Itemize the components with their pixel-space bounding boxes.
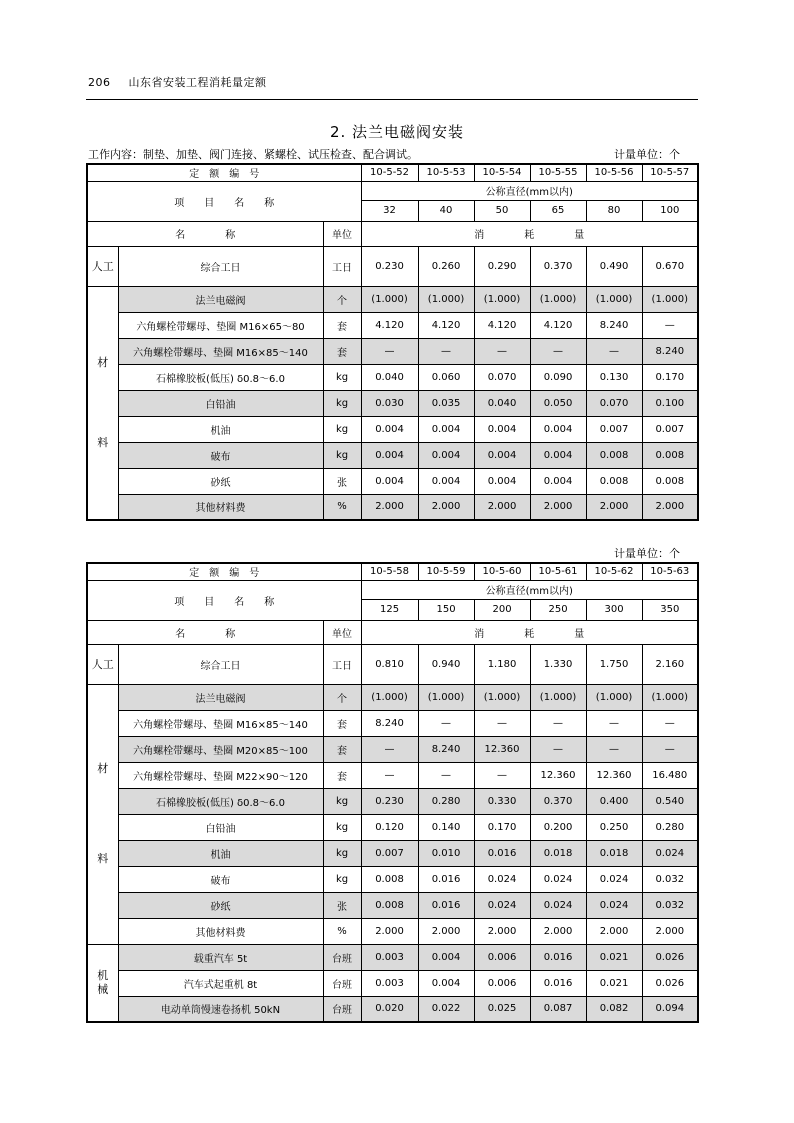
value-cell: 2.160 [642, 644, 698, 684]
name-header: 名 称 [87, 221, 323, 246]
item-name: 六角螺栓带螺母、垫圈 M20×85～100 [118, 736, 323, 762]
machine-row [87, 996, 698, 1022]
value-cell: (1.000) [642, 286, 698, 312]
value-cell: 0.018 [530, 840, 586, 866]
column-header-row [87, 620, 698, 644]
nominal-diameter-label: 公称直径(mm以内) [361, 580, 698, 599]
nominal-diameter-row [87, 580, 698, 599]
value-cell: 0.024 [530, 892, 586, 918]
value-cell: — [642, 312, 698, 338]
quota-table-1 [86, 163, 699, 521]
value-cell: 0.070 [474, 364, 530, 390]
size-cell: 100 [642, 200, 698, 221]
value-cell: (1.000) [361, 286, 418, 312]
size-cell: 65 [530, 200, 586, 221]
item-unit: 台班 [323, 944, 361, 970]
value-cell: 0.120 [361, 814, 418, 840]
item-unit: 台班 [323, 996, 361, 1022]
item-name: 汽车式起重机 8t [118, 970, 323, 996]
value-cell: — [586, 736, 642, 762]
item-unit: 套 [323, 736, 361, 762]
value-cell: 0.016 [418, 866, 474, 892]
labor-row [87, 644, 698, 684]
material-group-label: 材 料 [87, 286, 118, 520]
code-cell: 10-5-63 [642, 563, 698, 580]
value-cell: 0.004 [418, 970, 474, 996]
header-rule [86, 99, 698, 100]
value-cell: 0.016 [418, 892, 474, 918]
item-unit: 个 [323, 286, 361, 312]
page-number: 206 [88, 76, 111, 89]
item-name: 砂纸 [118, 468, 323, 494]
value-cell: 0.008 [586, 442, 642, 468]
value-cell: 0.004 [418, 442, 474, 468]
value-cell: 0.004 [530, 468, 586, 494]
value-cell: — [530, 338, 586, 364]
machine-row [87, 944, 698, 970]
value-cell: 0.007 [361, 840, 418, 866]
material-row [87, 840, 698, 866]
code-cell: 10-5-56 [586, 164, 642, 181]
value-cell: — [418, 338, 474, 364]
value-cell: 8.240 [642, 338, 698, 364]
item-name: 其他材料费 [118, 494, 323, 520]
value-cell: 2.000 [474, 494, 530, 520]
value-cell: 0.016 [530, 970, 586, 996]
value-cell: 0.490 [586, 246, 642, 286]
labor-group-label: 人工 [87, 644, 118, 684]
material-row [87, 364, 698, 390]
value-cell: 0.004 [361, 416, 418, 442]
item-unit: kg [323, 364, 361, 390]
quota-table-2 [86, 562, 699, 1023]
value-cell: — [586, 338, 642, 364]
value-cell: 2.000 [586, 918, 642, 944]
value-cell: 0.004 [418, 416, 474, 442]
value-cell: 1.330 [530, 644, 586, 684]
code-cell: 10-5-58 [361, 563, 418, 580]
item-unit: kg [323, 788, 361, 814]
value-cell: 0.026 [642, 970, 698, 996]
value-cell: 0.260 [418, 246, 474, 286]
size-cell: 32 [361, 200, 418, 221]
value-cell: 0.070 [586, 390, 642, 416]
item-name: 白铅油 [118, 390, 323, 416]
value-cell: — [474, 710, 530, 736]
value-cell: 0.008 [361, 892, 418, 918]
consumption-header: 消 耗 量 [361, 221, 698, 246]
value-cell: (1.000) [418, 684, 474, 710]
machine-row [87, 970, 698, 996]
material-row [87, 338, 698, 364]
material-row [87, 442, 698, 468]
size-cell: 50 [474, 200, 530, 221]
value-cell: 0.020 [361, 996, 418, 1022]
value-cell: 0.230 [361, 246, 418, 286]
item-name: 六角螺栓带螺母、垫圈 M16×85～140 [118, 710, 323, 736]
value-cell: 0.018 [586, 840, 642, 866]
value-cell: 0.050 [530, 390, 586, 416]
item-name: 机油 [118, 840, 323, 866]
value-cell: 2.000 [642, 494, 698, 520]
item-name: 载重汽车 5t [118, 944, 323, 970]
value-cell: (1.000) [474, 286, 530, 312]
value-cell: 0.170 [474, 814, 530, 840]
item-unit: 套 [323, 338, 361, 364]
section-title: 2. 法兰电磁阀安装 [329, 123, 465, 141]
unit-header: 单位 [323, 620, 361, 644]
size-cell: 125 [361, 599, 418, 620]
value-cell: 0.007 [586, 416, 642, 442]
value-cell: 0.025 [474, 996, 530, 1022]
unit-label-1: 计量单位：个 [614, 148, 680, 161]
value-cell: 0.024 [586, 866, 642, 892]
value-cell: 0.003 [361, 970, 418, 996]
item-name: 综合工日 [118, 246, 323, 286]
value-cell: — [418, 710, 474, 736]
material-row [87, 416, 698, 442]
item-unit: % [323, 918, 361, 944]
material-row [87, 892, 698, 918]
size-cell: 80 [586, 200, 642, 221]
material-row [87, 312, 698, 338]
item-unit: kg [323, 814, 361, 840]
item-unit: kg [323, 866, 361, 892]
value-cell: 0.021 [586, 944, 642, 970]
value-cell: — [530, 736, 586, 762]
value-cell: 0.008 [361, 866, 418, 892]
item-name: 机油 [118, 416, 323, 442]
code-cell: 10-5-61 [530, 563, 586, 580]
value-cell: 0.230 [361, 788, 418, 814]
item-unit: kg [323, 442, 361, 468]
item-name: 破布 [118, 866, 323, 892]
machine-group-label: 机械 [87, 944, 118, 1022]
value-cell: 0.008 [642, 468, 698, 494]
value-cell: 2.000 [418, 494, 474, 520]
code-cell: 10-5-57 [642, 164, 698, 181]
value-cell: 8.240 [586, 312, 642, 338]
value-cell: 2.000 [361, 494, 418, 520]
value-cell: 0.100 [642, 390, 698, 416]
value-cell: 0.016 [474, 840, 530, 866]
value-cell: — [530, 710, 586, 736]
unit-label-2: 计量单位：个 [614, 547, 680, 560]
value-cell: (1.000) [530, 286, 586, 312]
value-cell: 0.200 [530, 814, 586, 840]
value-cell: 2.000 [642, 918, 698, 944]
value-cell: — [642, 736, 698, 762]
value-cell: 0.090 [530, 364, 586, 390]
value-cell: 0.004 [474, 416, 530, 442]
value-cell: 0.250 [586, 814, 642, 840]
item-unit: kg [323, 840, 361, 866]
value-cell: 2.000 [361, 918, 418, 944]
value-cell: 1.180 [474, 644, 530, 684]
value-cell: 0.040 [361, 364, 418, 390]
value-cell: 0.006 [474, 970, 530, 996]
value-cell: 0.040 [474, 390, 530, 416]
value-cell: 0.290 [474, 246, 530, 286]
value-cell: 0.370 [530, 788, 586, 814]
value-cell: 0.008 [642, 442, 698, 468]
size-cell: 40 [418, 200, 474, 221]
size-cell: 300 [586, 599, 642, 620]
material-row [87, 788, 698, 814]
value-cell: — [418, 762, 474, 788]
code-cell: 10-5-55 [530, 164, 586, 181]
material-row [87, 866, 698, 892]
value-cell: (1.000) [530, 684, 586, 710]
value-cell: 0.024 [586, 892, 642, 918]
nominal-diameter-row [87, 181, 698, 200]
item-name: 石棉橡胶板(低压) δ0.8～6.0 [118, 788, 323, 814]
book-title: 山东省安装工程消耗量定额 [128, 76, 267, 89]
value-cell: 16.480 [642, 762, 698, 788]
value-cell: 0.035 [418, 390, 474, 416]
value-cell: 0.004 [418, 468, 474, 494]
item-name: 电动单筒慢速卷扬机 50kN [118, 996, 323, 1022]
value-cell: 0.024 [474, 866, 530, 892]
item-name: 法兰电磁阀 [118, 286, 323, 312]
nominal-diameter-label: 公称直径(mm以内) [361, 181, 698, 200]
value-cell: 2.000 [418, 918, 474, 944]
value-cell: — [361, 762, 418, 788]
quota-code-label: 定 额 编 号 [87, 164, 361, 181]
size-cell: 350 [642, 599, 698, 620]
code-cell: 10-5-62 [586, 563, 642, 580]
item-unit: 个 [323, 684, 361, 710]
page-header [88, 74, 267, 90]
value-cell: — [361, 338, 418, 364]
material-row [87, 468, 698, 494]
item-unit: 张 [323, 892, 361, 918]
name-header: 名 称 [87, 620, 323, 644]
value-cell: 0.007 [642, 416, 698, 442]
value-cell: 4.120 [530, 312, 586, 338]
value-cell: 0.006 [474, 944, 530, 970]
value-cell: (1.000) [474, 684, 530, 710]
size-cell: 200 [474, 599, 530, 620]
value-cell: 0.087 [530, 996, 586, 1022]
quota-code-label: 定 额 编 号 [87, 563, 361, 580]
material-row [87, 390, 698, 416]
item-name: 白铅油 [118, 814, 323, 840]
value-cell: 0.032 [642, 892, 698, 918]
column-header-row [87, 221, 698, 246]
value-cell: 0.022 [418, 996, 474, 1022]
code-cell: 10-5-59 [418, 563, 474, 580]
value-cell: 0.004 [361, 442, 418, 468]
value-cell: 0.010 [418, 840, 474, 866]
value-cell: 0.082 [586, 996, 642, 1022]
material-row [87, 918, 698, 944]
value-cell: 0.024 [530, 866, 586, 892]
value-cell: 0.280 [642, 814, 698, 840]
value-cell: 8.240 [418, 736, 474, 762]
value-cell: 8.240 [361, 710, 418, 736]
value-cell: 4.120 [418, 312, 474, 338]
value-cell: 2.000 [530, 494, 586, 520]
value-cell: 0.004 [361, 468, 418, 494]
value-cell: 0.370 [530, 246, 586, 286]
item-unit: 张 [323, 468, 361, 494]
size-cell: 250 [530, 599, 586, 620]
item-name: 破布 [118, 442, 323, 468]
item-name: 六角螺栓带螺母、垫圈 M22×90～120 [118, 762, 323, 788]
value-cell: 0.540 [642, 788, 698, 814]
value-cell: — [361, 736, 418, 762]
work-content: 工作内容：制垫、加垫、阀门连接、紧螺栓、试压检查、配合调试。 [88, 148, 418, 161]
value-cell: 0.004 [474, 468, 530, 494]
value-cell: 12.360 [530, 762, 586, 788]
size-cell: 150 [418, 599, 474, 620]
item-name: 砂纸 [118, 892, 323, 918]
item-unit: 台班 [323, 970, 361, 996]
value-cell: 0.004 [418, 944, 474, 970]
value-cell: 0.026 [642, 944, 698, 970]
value-cell: (1.000) [642, 684, 698, 710]
value-cell: 0.021 [586, 970, 642, 996]
value-cell: 0.016 [530, 944, 586, 970]
value-cell: 4.120 [361, 312, 418, 338]
item-name: 石棉橡胶板(低压) δ0.8～6.0 [118, 364, 323, 390]
value-cell: 2.000 [586, 494, 642, 520]
item-name-label: 项 目 名 称 [87, 580, 361, 620]
value-cell: 0.003 [361, 944, 418, 970]
value-cell: 0.004 [474, 442, 530, 468]
item-name: 法兰电磁阀 [118, 684, 323, 710]
labor-row [87, 246, 698, 286]
material-group-label: 材 料 [87, 684, 118, 944]
value-cell: — [474, 762, 530, 788]
unit-header: 单位 [323, 221, 361, 246]
material-row [87, 814, 698, 840]
item-unit: 套 [323, 710, 361, 736]
value-cell: 0.030 [361, 390, 418, 416]
item-name: 六角螺栓带螺母、垫圈 M16×65～80 [118, 312, 323, 338]
value-cell: 0.810 [361, 644, 418, 684]
value-cell: 0.130 [586, 364, 642, 390]
consumption-header: 消 耗 量 [361, 620, 698, 644]
item-unit: 套 [323, 312, 361, 338]
material-row [87, 684, 698, 710]
item-name: 其他材料费 [118, 918, 323, 944]
value-cell: (1.000) [418, 286, 474, 312]
item-unit: kg [323, 416, 361, 442]
material-row [87, 736, 698, 762]
value-cell: 0.140 [418, 814, 474, 840]
item-unit: kg [323, 390, 361, 416]
value-cell: 0.004 [530, 442, 586, 468]
value-cell: — [642, 710, 698, 736]
code-cell: 10-5-54 [474, 164, 530, 181]
labor-group-label: 人工 [87, 246, 118, 286]
value-cell: — [586, 710, 642, 736]
value-cell: 12.360 [474, 736, 530, 762]
code-cell: 10-5-52 [361, 164, 418, 181]
code-cell: 10-5-60 [474, 563, 530, 580]
value-cell: 0.024 [642, 840, 698, 866]
value-cell: 2.000 [474, 918, 530, 944]
material-row [87, 762, 698, 788]
item-name: 六角螺栓带螺母、垫圈 M16×85～140 [118, 338, 323, 364]
material-row [87, 286, 698, 312]
value-cell: 0.008 [586, 468, 642, 494]
value-cell: 0.330 [474, 788, 530, 814]
value-cell: 4.120 [474, 312, 530, 338]
value-cell: 0.094 [642, 996, 698, 1022]
item-unit: % [323, 494, 361, 520]
item-unit: 套 [323, 762, 361, 788]
code-row [87, 164, 698, 181]
value-cell: 0.670 [642, 246, 698, 286]
value-cell: 0.400 [586, 788, 642, 814]
value-cell: (1.000) [361, 684, 418, 710]
item-name: 综合工日 [118, 644, 323, 684]
item-name-label: 项 目 名 称 [87, 181, 361, 221]
item-unit: 工日 [323, 246, 361, 286]
value-cell: 1.750 [586, 644, 642, 684]
code-cell: 10-5-53 [418, 164, 474, 181]
value-cell: 0.280 [418, 788, 474, 814]
code-row [87, 563, 698, 580]
value-cell: 0.024 [474, 892, 530, 918]
value-cell: 0.170 [642, 364, 698, 390]
value-cell: (1.000) [586, 286, 642, 312]
value-cell: 12.360 [586, 762, 642, 788]
value-cell: — [474, 338, 530, 364]
value-cell: 0.004 [530, 416, 586, 442]
material-row [87, 494, 698, 520]
item-unit: 工日 [323, 644, 361, 684]
value-cell: 2.000 [530, 918, 586, 944]
value-cell: 0.060 [418, 364, 474, 390]
value-cell: 0.032 [642, 866, 698, 892]
value-cell: 0.940 [418, 644, 474, 684]
material-row [87, 710, 698, 736]
value-cell: (1.000) [586, 684, 642, 710]
